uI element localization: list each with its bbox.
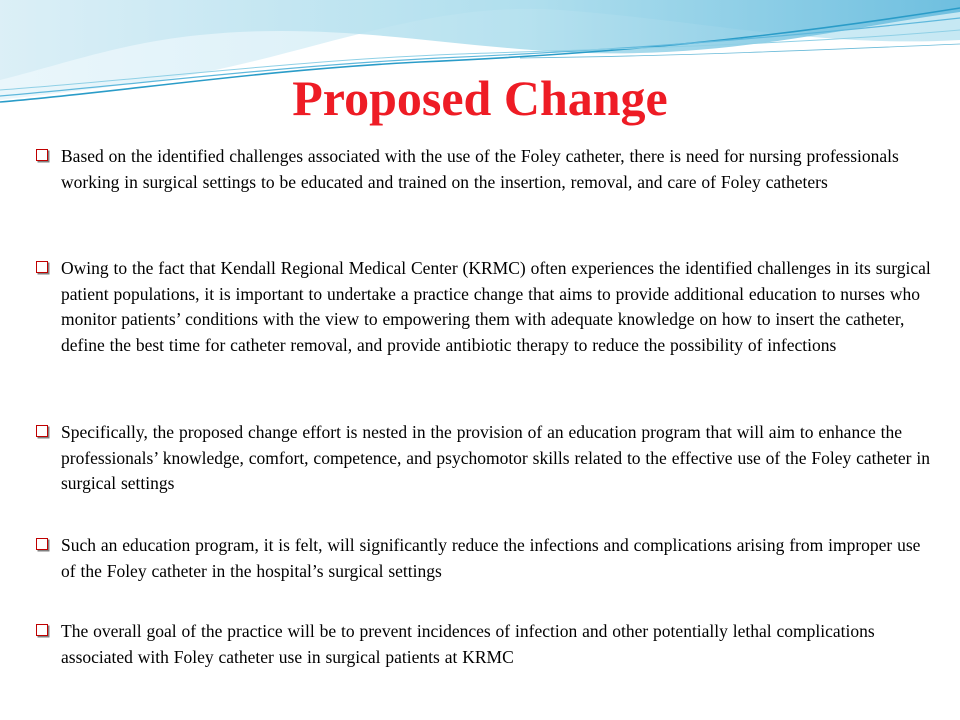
- bullet-item: [36, 619, 936, 670]
- checkbox-bullet-icon: [36, 261, 48, 273]
- bullet-item: [36, 256, 936, 358]
- bullet-item: [36, 420, 936, 497]
- bullet-text: Owing to the fact that Kendall Regional Medical Center (KRMC) often experiences the identified challenges in its surgical patient populations, it is important to undertake a practice change that aims to provide additional education to nurses who monitor patients’ conditions with the view to empowering them with adequate knowledge on how to insert the catheter, define the best time for catheter removal, and provide antibiotic therapy to reduce the possibility of infections: [61, 258, 931, 355]
- checkbox-bullet-icon: [36, 624, 48, 636]
- checkbox-bullet-icon: [36, 538, 48, 550]
- bullet-item: [36, 533, 936, 584]
- slide-title: Proposed Change: [292, 70, 668, 126]
- bullet-text: Based on the identified challenges associated with the use of the Foley catheter, there is need for nursing professionals working in surgical settings to be educated and trained on the insertion, removal, and care of Foley catheters: [61, 146, 899, 192]
- bullet-text: Specifically, the proposed change effort is nested in the provision of an education program that will aim to enhance the professionals’ knowledge, comfort, competence, and psychomotor skills related to the effective use of the Foley catheter in surgical settings: [61, 422, 930, 493]
- bullet-item: [36, 144, 936, 195]
- checkbox-bullet-icon: [36, 425, 48, 437]
- bullet-text: The overall goal of the practice will be to prevent incidences of infection and other potentially lethal complications associated with Foley catheter use in surgical patients at KRMC: [61, 621, 875, 667]
- checkbox-bullet-icon: [36, 149, 48, 161]
- bullet-text: Such an education program, it is felt, will significantly reduce the infections and complications arising from improper use of the Foley catheter in the hospital’s surgical settings: [61, 535, 921, 581]
